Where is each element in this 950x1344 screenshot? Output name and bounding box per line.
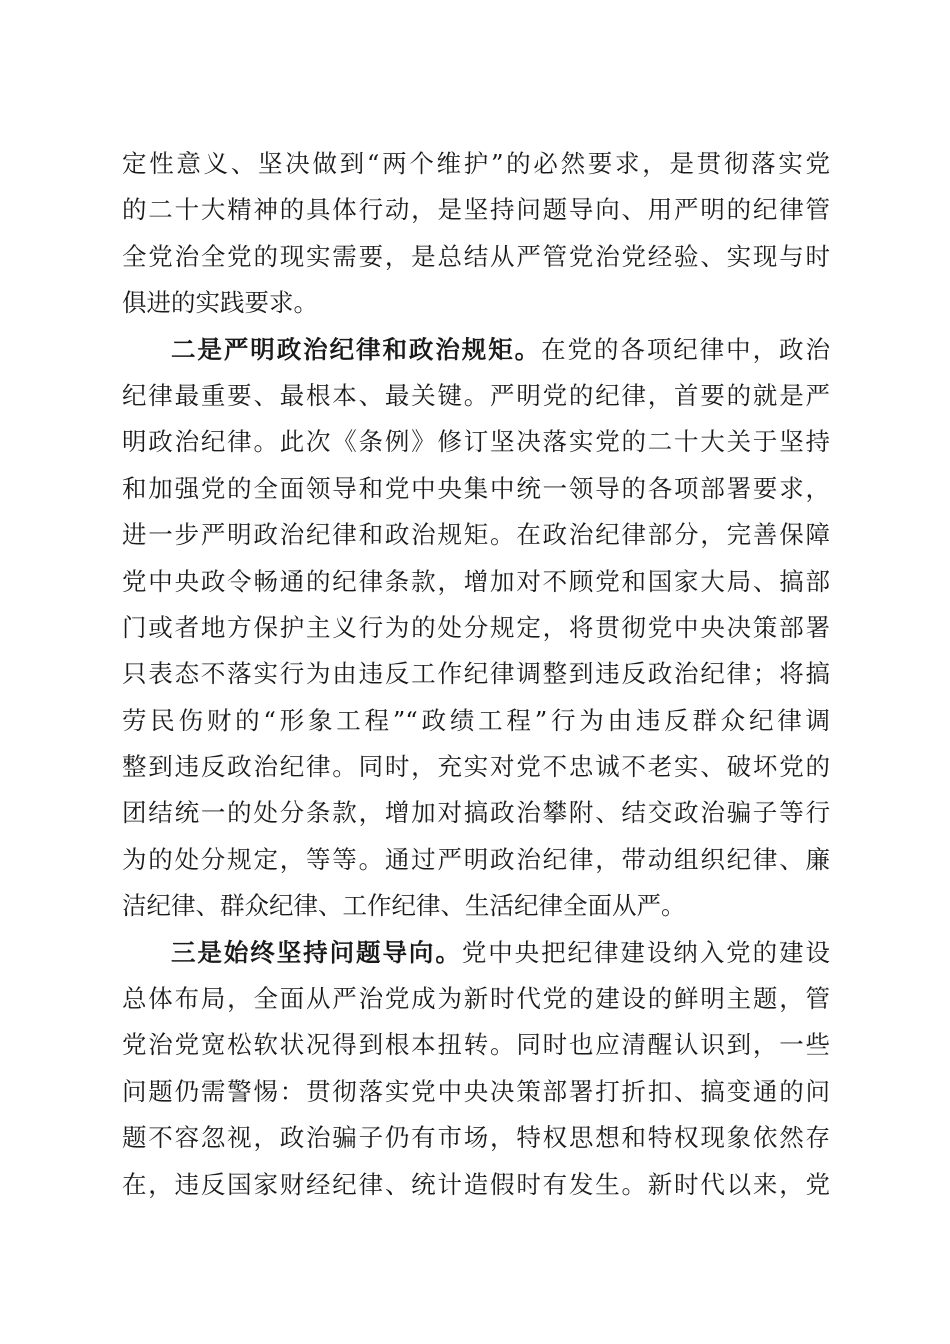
paragraph-2-line-10: 整到违反政治纪律。同时，充实对党不忠诚不老实、破坏党的 — [122, 752, 830, 782]
paragraph-1-line-1: 定性意义、坚决做到“两个维护”的必然要求，是贯彻落实党 — [122, 149, 830, 178]
paragraph-2-line-5: 进一步严明政治纪律和政治规矩。在政治纪律部分，完善保障 — [122, 520, 830, 550]
paragraph-1-line-2: 的二十大精神的具体行动，是坚持问题导向、用严明的纪律管 — [122, 195, 830, 225]
paragraph-2-line-6: 党中央政令畅通的纪律条款，增加对不顾党和国家大局、搞部 — [122, 566, 830, 596]
paragraph-2-line-1 — [122, 327, 830, 373]
paragraph-3-line-3: 党治党宽松软状况得到根本扭转。同时也应清醒认识到，一些 — [122, 1030, 830, 1060]
paragraph-1-line-3: 全党治全党的现实需要，是总结从严管党治党经验、实现与时 — [122, 241, 830, 271]
paragraph-1-line-4: 俱进的实践要求。 — [122, 288, 318, 318]
paragraph-2-first-line-rest: 在党的各项纪律中，政治 — [541, 334, 830, 364]
paragraph-2-heading: 二是严明政治纪律和政治规矩。 — [171, 334, 542, 364]
paragraph-2-line-4: 和加强党的全面领导和党中央集中统一领导的各项部署要求， — [122, 473, 830, 503]
paragraph-3-first-line-rest: 党中央把纪律建设纳入党的建设 — [461, 937, 830, 967]
paragraph-3-heading: 三是始终坚持问题导向。 — [171, 937, 462, 967]
paragraph-2-line-9: 劳民伤财的“形象工程”“政绩工程”行为由违反群众纪律调 — [122, 705, 830, 735]
paragraph-2-line-3: 明政治纪律。此次《条例》修订坚决落实党的二十大关于坚持 — [122, 427, 830, 457]
paragraph-2-line-2: 纪律最重要、最根本、最关键。严明党的纪律，首要的就是严 — [122, 380, 830, 410]
paragraph-2-line-13: 洁纪律、群众纪律、工作纪律、生活纪律全面从严。 — [122, 891, 686, 921]
paragraph-3-line-5: 题不容忽视，政治骗子仍有市场，特权思想和特权现象依然存 — [122, 1123, 830, 1153]
paragraph-3-line-4: 问题仍需警惕：贯彻落实党中央决策部署打折扣、搞变通的问 — [122, 1076, 830, 1106]
paragraph-2-line-12: 为的处分规定，等等。通过严明政治纪律，带动组织纪律、廉 — [122, 844, 830, 874]
paragraph-3-line-6: 在，违反国家财经纪律、统计造假时有发生。新时代以来，党 — [122, 1169, 830, 1199]
paragraph-2-line-8: 只表态不落实行为由违反工作纪律调整到违反政治纪律；将搞 — [122, 659, 830, 689]
paragraph-3-line-1 — [122, 930, 830, 976]
paragraph-2-line-11: 团结统一的处分条款，增加对搞政治攀附、结交政治骗子等行 — [122, 798, 830, 828]
body-text — [122, 141, 830, 1208]
paragraph-2-line-7: 门或者地方保护主义行为的处分规定，将贯彻党中央决策部署 — [122, 612, 830, 642]
paragraph-3-line-2: 总体布局，全面从严治党成为新时代党的建设的鲜明主题，管 — [122, 984, 830, 1014]
